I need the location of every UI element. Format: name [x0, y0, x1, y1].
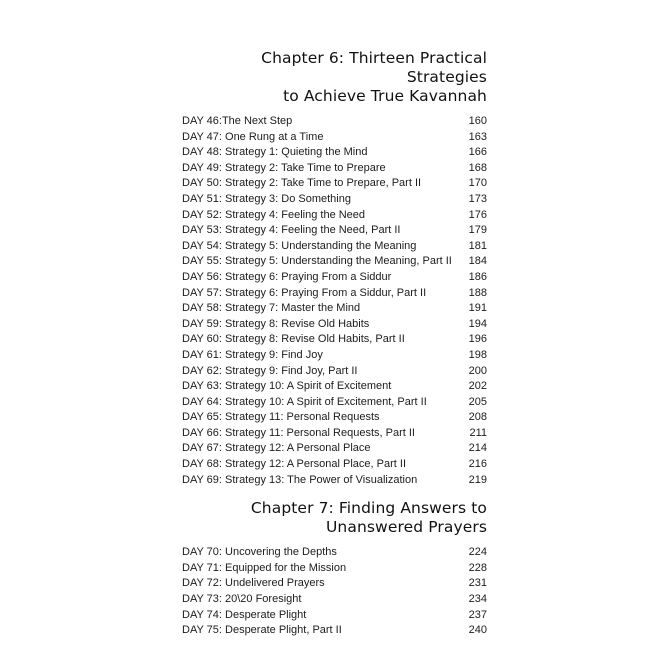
toc-entry-title: DAY 57: Strategy 6: Praying From a Siddur, Part II: [182, 286, 427, 299]
toc-entry: [182, 301, 487, 317]
toc-entry: [182, 130, 487, 146]
toc-entry-page-number: 160: [468, 115, 487, 127]
toc-entry: [182, 161, 487, 177]
toc-entry-page-number: 237: [468, 608, 487, 621]
toc-entry-page-number: 170: [468, 177, 487, 190]
toc-entry-title: DAY 62: Strategy 9: Find Joy, Part II: [182, 364, 358, 377]
toc-entry-page-number: 166: [468, 146, 487, 159]
toc-entry-page-number: 179: [468, 224, 487, 237]
toc-entry: [182, 176, 487, 192]
toc-entry-page-number: 216: [468, 458, 487, 471]
toc-entry-page-number: 194: [468, 317, 487, 330]
toc-entry-title: DAY 64: Strategy 10: A Spirit of Excitement, Part II: [182, 395, 427, 408]
toc-entry: [182, 473, 487, 489]
toc-entry-page-number: 168: [468, 161, 487, 174]
toc-entry-page-number: 163: [468, 130, 487, 143]
toc-entry-title: DAY 49: Strategy 2: Take Time to Prepare: [182, 161, 386, 174]
chapter-6-heading: [182, 49, 487, 106]
table-of-contents: [182, 38, 487, 639]
toc-entry-title: DAY 70: Uncovering the Depths: [182, 546, 337, 559]
toc-entry-title: DAY 60: Strategy 8: Revise Old Habits, Part II: [182, 333, 405, 346]
toc-entry: [182, 348, 487, 364]
toc-entry-page-number: 188: [468, 286, 487, 299]
toc-entry-title: DAY 74: Desperate Plight: [182, 608, 307, 621]
toc-entry-page-number: 231: [468, 577, 487, 590]
toc-entry-title: DAY 51: Strategy 3: Do Something: [182, 192, 351, 205]
toc-entry-page-number: 214: [468, 442, 487, 455]
toc-entry-title: DAY 52: Strategy 4: Feeling the Need: [182, 208, 366, 221]
toc-entry: [182, 114, 487, 130]
toc-entry-title: DAY 65: Strategy 11: Personal Requests: [182, 411, 380, 424]
toc-entry: [182, 395, 487, 411]
toc-entry: [182, 332, 487, 348]
toc-entry-page-number: 184: [468, 255, 487, 268]
toc-entry-title: DAY 55: Strategy 5: Understanding the Meaning, Part II: [182, 255, 452, 268]
toc-entry-title: DAY 61: Strategy 9: Find Joy: [182, 348, 323, 361]
toc-entry-page-number: 211: [469, 426, 487, 439]
toc-entry-title: DAY 50: Strategy 2: Take Time to Prepare, Part II: [182, 177, 422, 190]
toc-entry-page-number: 196: [468, 333, 487, 346]
toc-entry: [182, 545, 487, 561]
toc-entry: [182, 623, 487, 639]
toc-entry-page-number: 224: [468, 546, 487, 559]
chapter-7-entries: [182, 545, 487, 639]
toc-entry: [182, 441, 487, 457]
toc-entry: [182, 208, 487, 224]
toc-entry: [182, 145, 487, 161]
toc-entry-title: DAY 58: Strategy 7: Master the Mind: [182, 302, 361, 315]
toc-entry: [182, 426, 487, 442]
toc-entry-title: DAY 72: Undelivered Prayers: [182, 577, 325, 590]
toc-entry-page-number: 208: [468, 411, 487, 424]
toc-entry-title: DAY 53: Strategy 4: Feeling the Need, Part II: [182, 224, 401, 237]
chapter-6-title-line1: Chapter 6: Thirteen Practical Strategies: [261, 49, 487, 86]
toc-entry-title: DAY 56: Strategy 6: Praying From a Siddur: [182, 270, 392, 283]
toc-entry-title: DAY 54: Strategy 5: Understanding the Meaning: [182, 239, 417, 252]
toc-entry: [182, 286, 487, 302]
toc-entry-title: DAY 68: Strategy 12: A Personal Place, Part II: [182, 458, 406, 471]
toc-entry-page-number: 191: [468, 302, 487, 315]
toc-entry-page-number: 181: [468, 239, 487, 252]
toc-entry-page-number: 202: [468, 380, 487, 393]
toc-entry-page-number: 240: [468, 624, 487, 637]
chapter-7-title-line1: Chapter 7: Finding Answers to: [250, 499, 487, 518]
toc-entry-title: DAY 71: Equipped for the Mission: [182, 561, 347, 574]
toc-entry-title: DAY 73: 20\20 Foresight: [182, 593, 302, 606]
toc-entry-page-number: 219: [468, 473, 487, 486]
toc-entry-title: DAY 47: One Rung at a Time: [182, 130, 324, 143]
toc-entry: [182, 592, 487, 608]
toc-entry-title: DAY 48: Strategy 1: Quieting the Mind: [182, 146, 368, 159]
toc-entry: [182, 239, 487, 255]
toc-entry: [182, 270, 487, 286]
chapter-6-title-line2: to Achieve True Kavannah: [283, 87, 487, 105]
toc-entry-title: DAY 59: Strategy 8: Revise Old Habits: [182, 317, 370, 330]
toc-entry-title: DAY 66: Strategy 11: Personal Requests, Part II: [182, 426, 415, 439]
toc-entry-title: DAY 46:The Next Step: [182, 115, 293, 127]
toc-entry: [182, 576, 487, 592]
toc-entry-page-number: 198: [468, 348, 487, 361]
toc-entry: [182, 254, 487, 270]
chapter-6-entries: [182, 114, 487, 488]
toc-entry: [182, 561, 487, 577]
toc-entry-title: DAY 75: Desperate Plight, Part II: [182, 624, 342, 637]
toc-entry: [182, 317, 487, 333]
toc-entry: [182, 457, 487, 473]
toc-entry-page-number: 228: [468, 561, 487, 574]
chapter-7-title-line2: Unanswered Prayers: [325, 518, 487, 537]
toc-entry-page-number: 234: [468, 593, 487, 606]
chapter-7-heading: [182, 499, 487, 537]
toc-entry-page-number: 200: [468, 364, 487, 377]
toc-entry: [182, 410, 487, 426]
toc-entry-page-number: 176: [468, 208, 487, 221]
toc-entry-title: DAY 67: Strategy 12: A Personal Place: [182, 442, 371, 455]
toc-entry-page-number: 205: [468, 395, 487, 408]
toc-entry: [182, 608, 487, 624]
toc-entry: [182, 379, 487, 395]
toc-entry: [182, 364, 487, 380]
toc-entry-title: DAY 69: Strategy 13: The Power of Visualization: [182, 473, 418, 486]
toc-entry: [182, 192, 487, 208]
toc-entry-page-number: 173: [468, 192, 487, 205]
toc-entry: [182, 223, 487, 239]
toc-entry-title: DAY 63: Strategy 10: A Spirit of Excitement: [182, 380, 392, 393]
toc-entry-page-number: 186: [468, 270, 487, 283]
